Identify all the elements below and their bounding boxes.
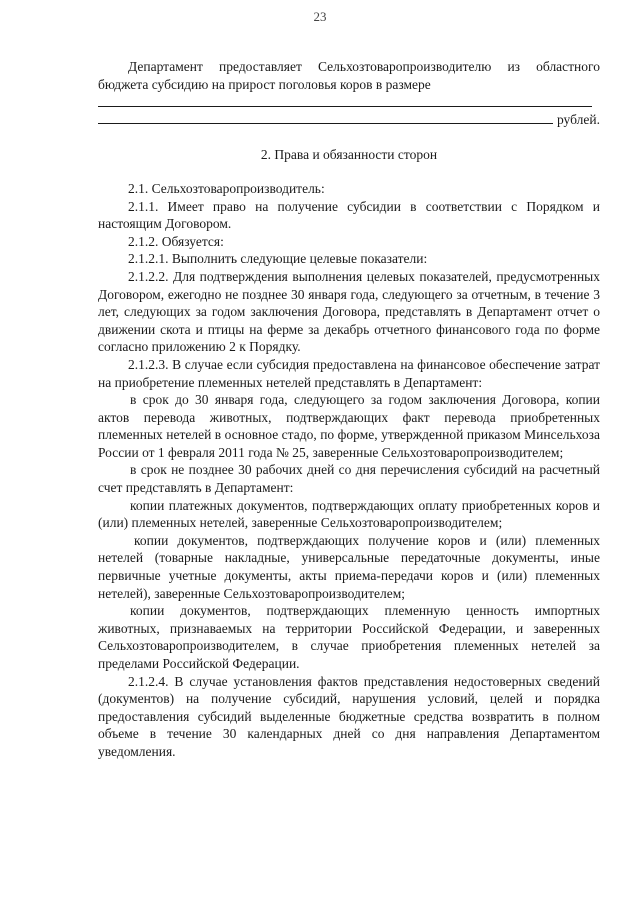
intro-paragraph: Департамент предоставляет Сельхозтоваропроизводителю из областного бюджета субсидию на прирост поголовья коров в размере	[98, 59, 600, 92]
document-body	[98, 58, 600, 761]
payment-copies-paragraph: копии платежных документов, подтверждающих оплату приобретенных коров и (или) племенных нетелей, заверенные Сельхозтоваропроизводителем;	[98, 497, 600, 531]
section-title: 2. Права и обязанности сторон	[260, 147, 438, 163]
amount-words-blank	[98, 93, 600, 111]
clause-2-1-2-4: 2.1.2.4. В случае установления фактов представления недостоверных сведений (документов) на получение субсидий, нарушения условий, целей и порядка предоставления субсидий выделенные бюджетные средства возвратить в полном объеме в течение 30 календарных дней со дня направления Департаментом уведомления.	[98, 673, 600, 759]
clause-2-1-2-3: 2.1.2.3. В случае если субсидия предоставлена на финансовое обеспечение затрат на приобретение племенных нетелей представлять в Департамент:	[98, 356, 600, 390]
blank-underline	[98, 106, 592, 107]
breeding-value-copies-paragraph: копии документов, подтверждающих племенную ценность импортных животных, признаваемых на территории Российской Федерации, и заверенных Сельхозтоваропроизводителем, в случае приобретения племенных нетелей за пределами Российской Федерации.	[98, 603, 600, 671]
clause-2-1: 2.1. Сельхозтоваропроизводитель:	[128, 180, 325, 196]
clause-2-1-1: 2.1.1. Имеет право на получение субсидии в соответствии с Порядком и настоящим Договором.	[98, 198, 600, 232]
term-january-paragraph: в срок до 30 января года, следующего за годом заключения Договора, копии актов перевода животных, подтверждающих факт перевода приобретенных племенных нетелей в основное стадо, по форме, утвержденной приказом Минсельхоза России от 1 февраля 2011 года № 25, заверенные Сельхозтоваропроизводителем;	[98, 392, 600, 460]
amount-rubles-line	[98, 111, 600, 129]
clause-2-1-2-1: 2.1.2.1. Выполнить следующие целевые показатели:	[128, 251, 428, 267]
receipt-copies-paragraph: копии документов, подтверждающих получение коров и (или) племенных нетелей (товарные накладные, универсальные передаточные документы, иные первичные учетные документы, акты приема-передачи коров и (или) племенных нетелей), заверенные Сельхозтоваропроизводителем;	[98, 532, 600, 601]
rubles-label: рублей.	[556, 111, 600, 127]
clause-2-1-2-2: 2.1.2.2. Для подтверждения выполнения целевых показателей, предусмотренных Договором, ежегодно не позднее 30 января года, следующего за отчетным, в течение 3 лет, следующих за годом заключения Договора, представлять в Департамент отчет о движении скота и птицы на ферме за декабрь отчетного финансового года по форме согласно приложению 2 к Порядку.	[98, 268, 600, 355]
blank-underline	[98, 123, 553, 124]
page-number: 23	[313, 9, 327, 24]
term-30-days-paragraph: в срок не позднее 30 рабочих дней со дня перечисления субсидий на расчетный счет представлять в Департамент:	[98, 462, 600, 496]
clause-2-1-2: 2.1.2. Обязуется:	[128, 233, 224, 249]
